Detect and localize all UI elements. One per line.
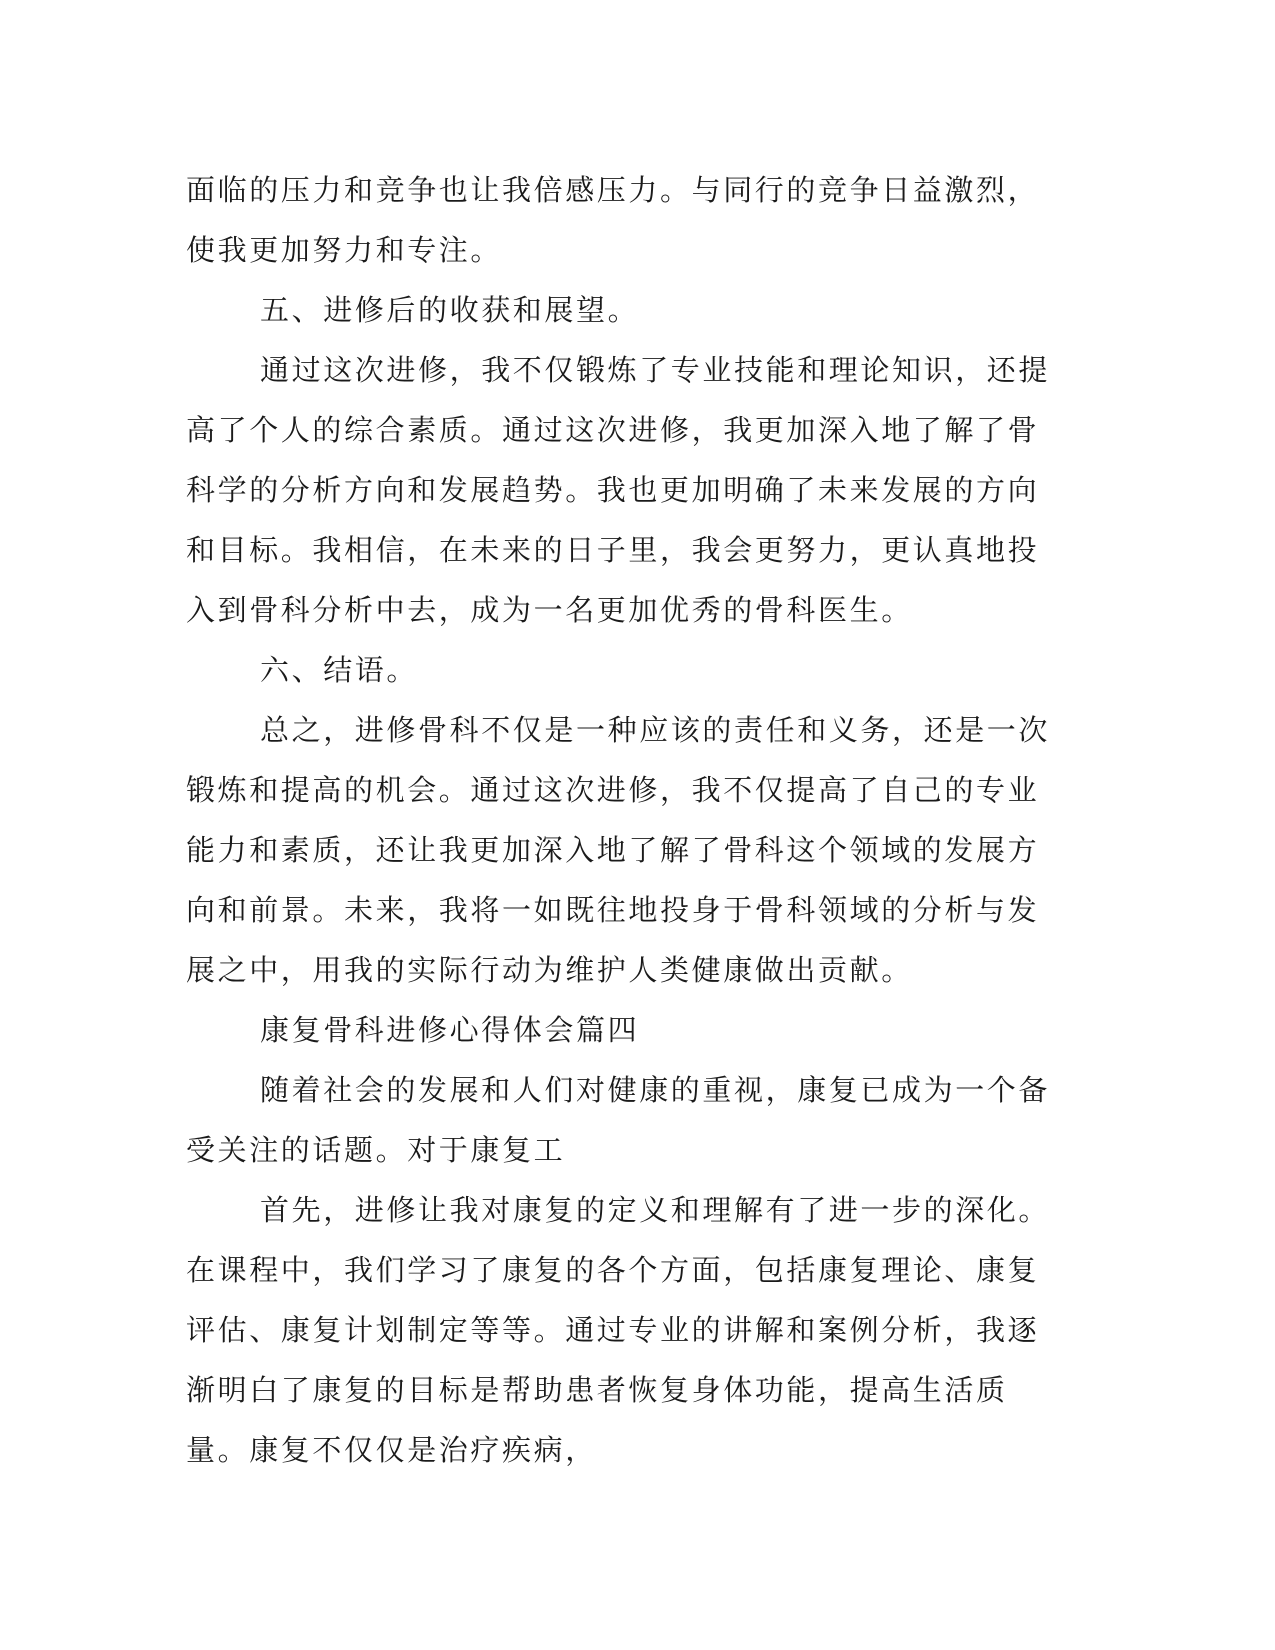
document-body bbox=[186, 160, 1066, 1480]
section-heading-five: 五、进修后的收获和展望。 bbox=[260, 293, 640, 327]
paragraph-intro: 随着社会的发展和人们对健康的重视，康复已成为一个备受关注的话题。对于康复工 bbox=[186, 1073, 1051, 1167]
paragraph-first-point: 首先，进修让我对康复的定义和理解有了进一步的深化。在课程中，我们学习了康复的各个方面，包括康复理论、康复评估、康复计划制定等等。通过专业的讲解和案例分析，我逐渐明白了康复的目标是帮助患者恢复身体功能，提高生活质量。康复不仅仅是治疗疾病， bbox=[186, 1193, 1051, 1467]
paragraph-gains: 通过这次进修，我不仅锻炼了专业技能和理论知识，还提高了个人的综合素质。通过这次进修，我更加深入地了解了骨科学的分析方向和发展趋势。我也更加明确了未来发展的方向和目标。我相信，在未来的日子里，我会更努力，更认真地投入到骨科分析中去，成为一名更加优秀的骨科医生。 bbox=[186, 353, 1051, 627]
article-title-part-four: 康复骨科进修心得体会篇四 bbox=[260, 1013, 640, 1047]
section-heading-six: 六、结语。 bbox=[260, 653, 419, 687]
paragraph-conclusion: 总之，进修骨科不仅是一种应该的责任和义务，还是一次锻炼和提高的机会。通过这次进修，我不仅提高了自己的专业能力和素质，还让我更加深入地了解了骨科这个领域的发展方向和前景。未来，我将一如既往地投身于骨科领域的分析与发展之中，用我的实际行动为维护人类健康做出贡献。 bbox=[186, 713, 1051, 987]
paragraph-pressure: 面临的压力和竞争也让我倍感压力。与同行的竞争日益激烈，使我更加努力和专注。 bbox=[186, 173, 1040, 267]
